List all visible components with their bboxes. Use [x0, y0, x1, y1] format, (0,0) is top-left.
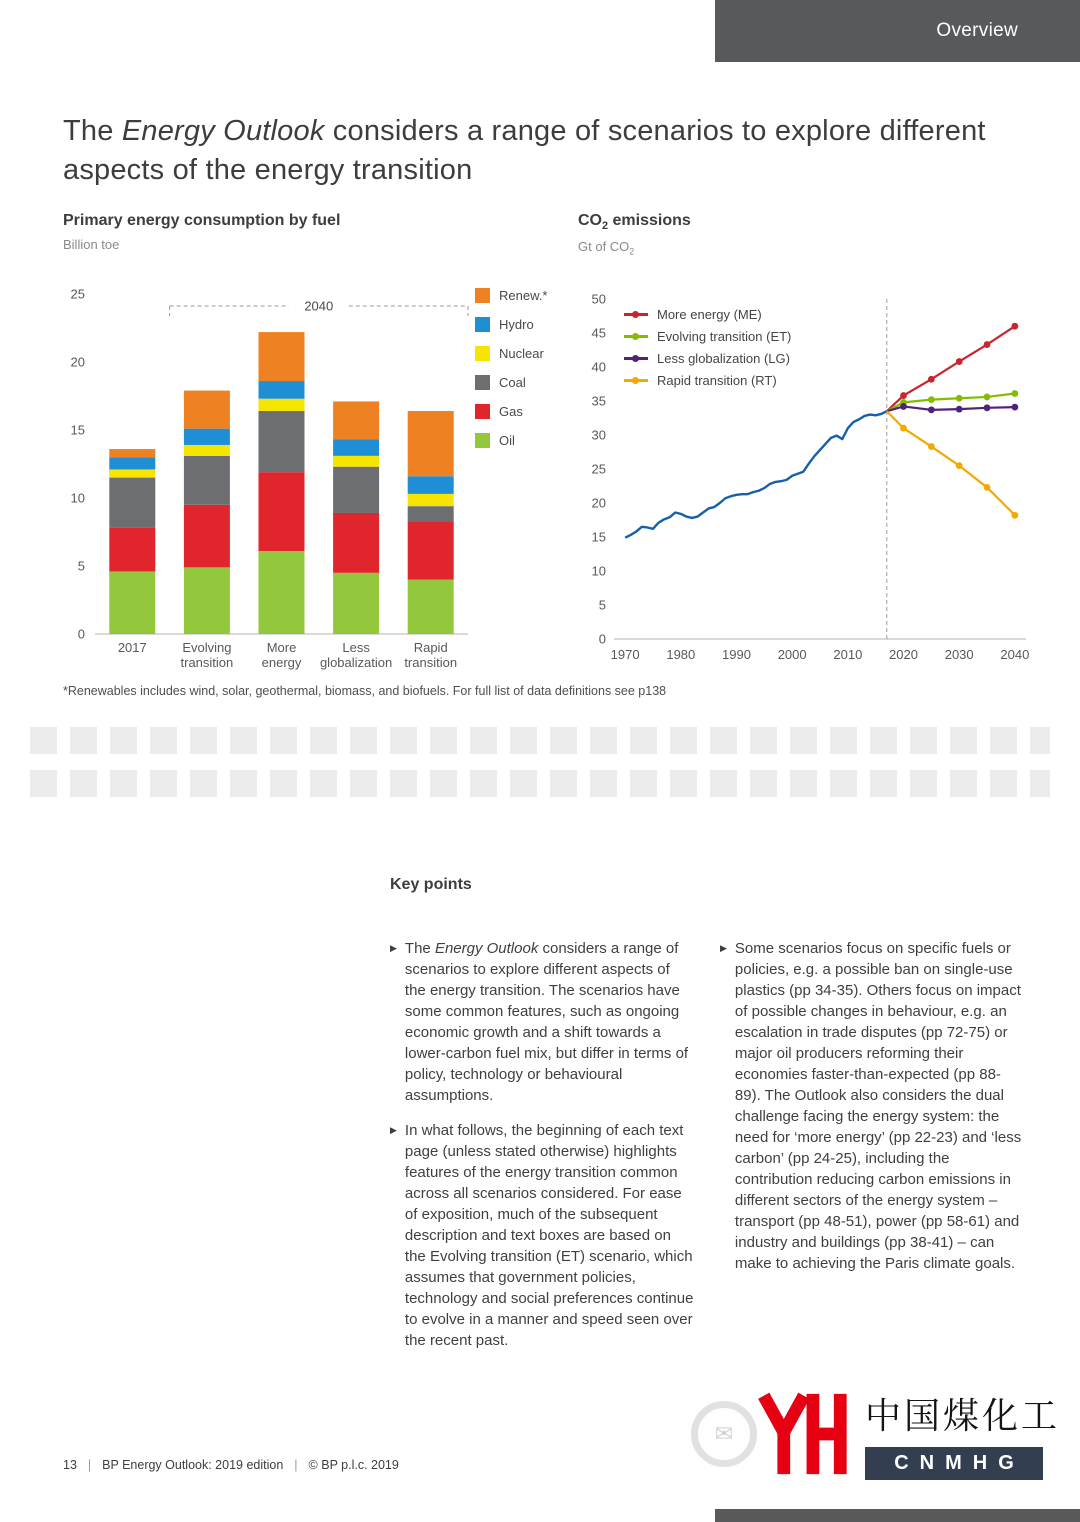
key-points-columns [390, 938, 1024, 1365]
svg-text:50: 50 [591, 291, 606, 307]
svg-text:30: 30 [591, 427, 606, 443]
watermark-icon: ✉ [691, 1401, 757, 1467]
legend-dot-icon [632, 333, 639, 340]
svg-text:15: 15 [70, 422, 85, 438]
legend-line-icon [624, 335, 648, 338]
svg-text:1990: 1990 [722, 646, 751, 662]
co2-title-pre: CO [578, 212, 602, 229]
key-points-column-1 [390, 938, 694, 1365]
page-footer [63, 1458, 399, 1472]
svg-text:25: 25 [70, 286, 85, 302]
legend-swatch-icon [475, 375, 490, 390]
legend-item [475, 433, 547, 448]
svg-text:2010: 2010 [833, 646, 863, 662]
svg-text:20: 20 [591, 495, 606, 511]
legend-label: Renew.* [499, 288, 548, 303]
svg-text:10: 10 [70, 490, 85, 506]
decorative-squares-row [30, 770, 1050, 797]
legend-label: More energy (ME) [657, 306, 762, 322]
key-point [390, 938, 694, 1106]
legend-label: Oil [499, 433, 515, 448]
bullet-icon: ▶ [390, 943, 397, 953]
legend-dot-icon [632, 355, 639, 362]
legend-line-icon [624, 313, 648, 316]
bar-chart-unit: Billion toe [63, 237, 120, 252]
svg-text:Evolvingtransition: Evolving transition [180, 640, 234, 670]
legend-item [475, 288, 547, 303]
page-title [63, 112, 993, 190]
key-point-text: Some scenarios focus on specific fuels or policies, e.g. a possible ban on single-use plastics (pp 34-35). Others focus on impact of possible changes in behaviour, e.g. an escalation in trade disputes (pp 72-75) or major oil producers reforming their economies faster-than-expected (pp 88-89). The Outlook also considers the dual challenge facing the energy system: the need for ‘more energy’ (pp 22-23) and ‘less carbon’ (pp 24-25), including the contribution reducing carbon emissions in different sectors of the energy system – transport (pp 48-51), power (pp 58-61) and industry and buildings (pp 38-41) – can make to achieving the Paris climate goals. [734, 940, 1022, 1272]
svg-text:40: 40 [591, 359, 606, 375]
svg-text:5: 5 [598, 597, 606, 613]
svg-text:2040: 2040 [304, 298, 334, 314]
legend-swatch-icon [475, 317, 490, 332]
footer-separator: | [87, 1458, 92, 1472]
legend-line-icon [624, 379, 648, 382]
legend-item [475, 346, 547, 361]
svg-text:Moreenergy: More energy [261, 640, 302, 670]
svg-text:2000: 2000 [777, 646, 807, 662]
svg-text:2020: 2020 [889, 646, 918, 662]
bullet-icon: ▶ [720, 943, 727, 953]
legend-label: Coal [499, 375, 526, 390]
decorative-squares-row [30, 727, 1050, 754]
legend-label: Rapid transition (RT) [657, 372, 777, 388]
brand-name: 中国煤化工 [864, 1395, 1060, 1436]
brand-block [691, 1386, 1060, 1482]
svg-text:20: 20 [70, 354, 85, 370]
legend-item [475, 404, 547, 419]
legend-item [624, 351, 791, 366]
legend-line-icon [624, 357, 648, 360]
key-point [720, 938, 1024, 1274]
overview-tab [715, 0, 1080, 62]
page-number: 13 [63, 1458, 77, 1472]
svg-text:1980: 1980 [666, 646, 696, 662]
legend-swatch-icon [475, 433, 490, 448]
footnote: *Renewables includes wind, solar, geothermal, biomass, and biofuels. For full list of data definitions see p138 [63, 684, 667, 698]
co2-title-post: emissions [608, 212, 691, 229]
legend-label: Hydro [499, 317, 534, 332]
legend-dot-icon [632, 377, 639, 384]
svg-text:35: 35 [591, 393, 606, 409]
line-chart-legend [624, 307, 791, 395]
co2-title-sub: 2 [602, 220, 609, 233]
svg-text:Lessglobalization: Less globalization [319, 640, 393, 670]
bottom-bar [715, 1509, 1080, 1522]
svg-text:2030: 2030 [944, 646, 974, 662]
legend-item [624, 307, 791, 322]
svg-text:0: 0 [598, 631, 606, 647]
key-point-text: The Energy Outlook considers a range of scenarios to explore different aspects of the energy transition. The scenarios have some common features, such as ongoing economic growth and a shift towards a lower-carbon fuel mix, but differ in terms of policy, technology or behavioural assumptions. [404, 940, 689, 1104]
legend-swatch-icon [475, 346, 490, 361]
legend-label: Evolving transition (ET) [657, 328, 792, 344]
legend-item [624, 329, 791, 344]
key-point-text: In what follows, the beginning of each text page (unless stated otherwise) highlights features of the energy transition common across all scenarios considered. For ease of exposition, much of the subsequent description and text boxes are based on the Evolving transition (ET) scenario, which assumes that government policies, technology and social preferences continue to evolve in a manner and speed seen over the recent past. [404, 1122, 694, 1349]
title-prefix: The [63, 115, 122, 147]
line-chart-wrap [578, 281, 1038, 681]
co2-emissions-chart-section [578, 212, 1038, 681]
legend-swatch-icon [475, 404, 490, 419]
bullet-icon: ▶ [390, 1125, 397, 1135]
svg-text:1970: 1970 [610, 646, 640, 662]
key-points-section [390, 876, 1024, 1365]
legend-dot-icon [632, 311, 639, 318]
primary-energy-chart-section [63, 212, 563, 676]
title-italic: Energy Outlook [121, 115, 325, 147]
brand-sub: CNMHG [865, 1447, 1043, 1480]
legend-swatch-icon [475, 288, 490, 303]
bar-chart-legend [475, 288, 547, 462]
brand-text [865, 1388, 1060, 1480]
brand-logo-icon [751, 1386, 853, 1482]
svg-text:10: 10 [591, 563, 606, 579]
svg-text:0: 0 [77, 626, 85, 642]
footer-copyright: © BP p.l.c. 2019 [308, 1458, 399, 1472]
key-points-column-2 [720, 938, 1024, 1365]
svg-text:25: 25 [591, 461, 606, 477]
bar-chart-title: Primary energy consumption by fuel [63, 212, 341, 229]
svg-text:2017: 2017 [117, 640, 147, 655]
line-chart-unit: Gt of $CO_2$ [578, 239, 635, 257]
legend-item [624, 373, 791, 388]
svg-text:15: 15 [591, 529, 606, 545]
svg-text:2040: 2040 [1000, 646, 1030, 662]
svg-text:Rapidtransition: Rapid transition [404, 640, 458, 670]
line-chart-title [578, 212, 1038, 232]
legend-label: Gas [499, 404, 523, 419]
footer-separator: | [294, 1458, 298, 1472]
legend-label: Less globalization (LG) [657, 350, 790, 366]
svg-text:45: 45 [591, 325, 606, 341]
footer-title: BP Energy Outlook: 2019 edition [102, 1458, 284, 1472]
legend-item [475, 375, 547, 390]
key-point [390, 1120, 694, 1351]
legend-item [475, 317, 547, 332]
overview-tab-label: Overview [936, 20, 1018, 41]
svg-text:5: 5 [77, 558, 85, 574]
legend-label: Nuclear [499, 346, 544, 361]
key-points-heading: Key points [390, 876, 472, 893]
title-suffix: considers a range of scenarios to explore different aspects of the energy transition [63, 115, 986, 186]
